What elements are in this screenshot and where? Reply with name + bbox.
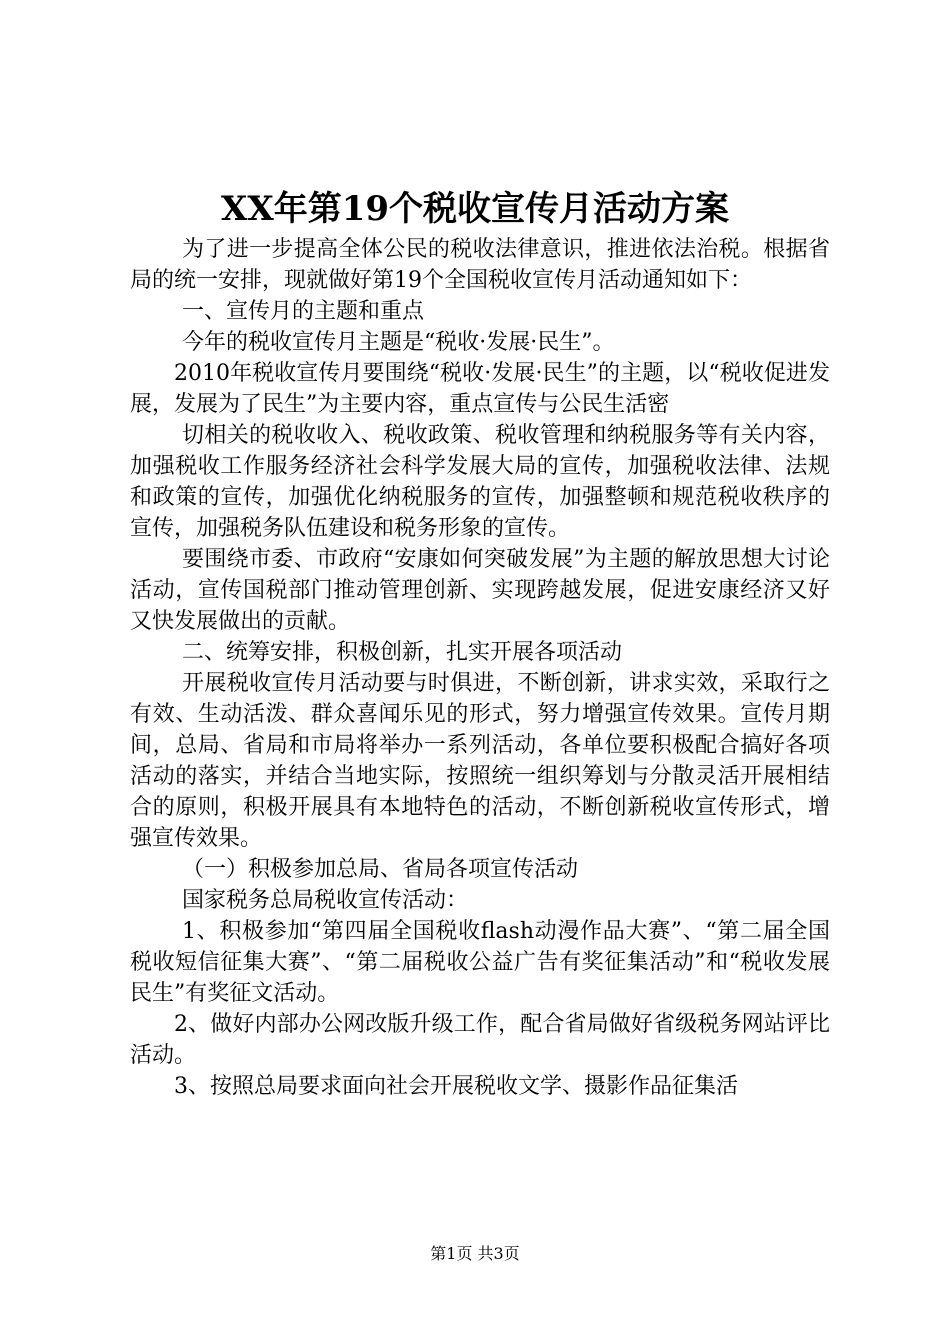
paragraph-content: 切相关的税收收入、税收政策、税收管理和纳税服务等有关内容，加强税收工作服务经济社会科学发展大局的宣传，加强税收法律、法规和政策的宣传，加强优化纳税服务的宣传，加强整顿和规范税收秩序的宣传，加强税务队伍建设和税务形象的宣传。	[130, 423, 830, 541]
list-item-2: 2、做好内部办公网改版升级工作，配合省局做好省级税务网站评比活动。	[130, 1012, 830, 1068]
subsection-heading-1: （一）积极参加总局、省局各项宣传活动	[182, 857, 579, 882]
section-heading-2: 二、统筹安排，积极创新，扎实开展各项活动	[182, 640, 623, 665]
document-title: XX年第19个税收宣传月活动方案	[220, 189, 730, 229]
paragraph-ankang: 要围绕市委、市政府“安康如何突破发展”为主题的解放思想大讨论活动，宣传国税部门推动管理创新、实现跨越发展，促进安康经济又好又快发展做出的贡献。	[130, 547, 830, 634]
paragraph-activities: 开展税收宣传月活动要与时俱进，不断创新，讲求实效，采取行之有效、生动活泼、群众喜闻乐见的形式，努力增强宣传效果。宣传月期间，总局、省局和市局将举办一系列活动，各单位要积极配合搞好各项活动的落实，并结合当地实际，按照统一组织筹划与分散灵活开展相结合的原则，积极开展具有本地特色的活动，不断创新税收宣传形式，增强宣传效果。	[130, 671, 830, 851]
paragraph-intro: 为了进一步提高全体公民的税收法律意识，推进依法治税。根据省局的统一安排，现就做好第19个全国税收宣传月活动通知如下：	[130, 237, 830, 293]
paragraph-state-tax: 国家税务总局税收宣传活动：	[182, 888, 469, 913]
page-footer: 第1页 共3页	[430, 1244, 520, 1263]
document-body	[130, 234, 830, 1102]
section-heading-1: 一、宣传月的主题和重点	[182, 299, 425, 324]
paragraph-theme: 今年的税收宣传月主题是“税收·发展·民生”。	[182, 330, 615, 355]
list-item-3: 3、按照总局要求面向社会开展税收文学、摄影作品征集活	[174, 1074, 738, 1099]
list-item-1: 1、积极参加“第四届全国税收flash动漫作品大赛”、“第二届全国税收短信征集大赛”、“第二届税收公益广告有奖征集活动”和“税收发展民生”有奖征文活动。	[130, 919, 830, 1006]
paragraph-2010-focus: 2010年税收宣传月要围绕“税收·发展·民生”的主题，以“税收促进发展，发展为了民生”为主要内容，重点宣传与公民生活密	[130, 361, 830, 417]
